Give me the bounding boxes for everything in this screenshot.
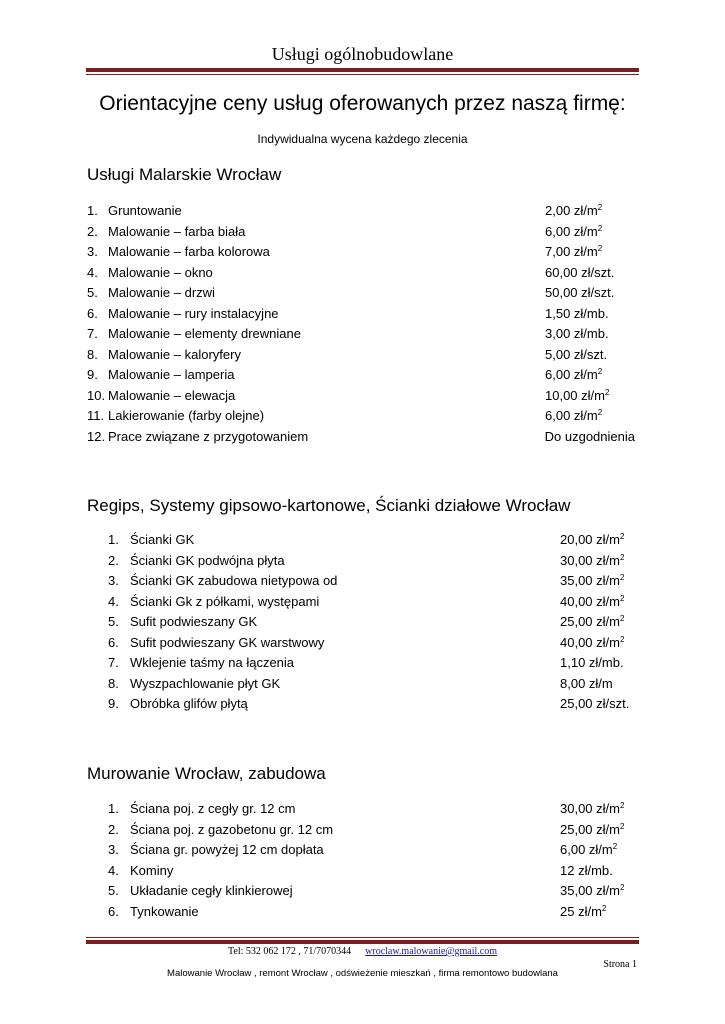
item-price-value: Do uzgodnienia xyxy=(544,428,635,444)
list-item xyxy=(87,386,637,407)
item-name: Malowanie – lamperia xyxy=(108,367,235,382)
item-price-value: 6,00 zł/m xyxy=(545,408,598,423)
list-item xyxy=(108,571,633,592)
list-item xyxy=(87,427,637,448)
item-name: Prace związane z przygotowaniem xyxy=(108,428,309,444)
item-number: 6. xyxy=(87,305,98,321)
section-title-painting: Usługi Malarskie Wrocław xyxy=(87,165,282,184)
item-price-value: 40,00 zł/m xyxy=(560,593,620,609)
item-price xyxy=(545,201,602,222)
footer-phone: Tel: 532 062 172 , 71/7070344 xyxy=(227,946,352,957)
item-price xyxy=(545,427,635,448)
item-price-value: 25,00 zł/szt. xyxy=(560,696,630,711)
item-price-exponent: 2 xyxy=(619,593,625,603)
item-name: Ścianki GK podwójna płyta xyxy=(130,552,285,568)
item-name: Wyszpachlowanie płyt GK xyxy=(130,675,281,691)
item-name: Lakierowanie (farby olejne) xyxy=(108,408,265,423)
item-price-value: 3,00 zł/mb. xyxy=(545,326,609,341)
page-number: Strona 1 xyxy=(603,959,637,970)
item-price-exponent: 2 xyxy=(619,614,625,623)
list-item xyxy=(87,283,637,304)
item-name: Malowanie – farba biała xyxy=(108,223,246,239)
footer-contact xyxy=(0,946,725,957)
footer-rule xyxy=(86,937,639,944)
item-price xyxy=(545,345,607,366)
item-price xyxy=(560,571,624,592)
item-price-exponent: 2 xyxy=(597,408,603,417)
item-price-value: 6,00 zł/m xyxy=(545,367,598,382)
item-price-value: 1,10 zł/mb. xyxy=(560,655,624,670)
list-item xyxy=(87,324,637,345)
item-name: Malowanie – okno xyxy=(108,264,213,280)
item-number: 9. xyxy=(108,696,119,711)
item-name: Obróbka glifów płytą xyxy=(130,696,248,711)
item-name: Malowanie – rury instalacyjne xyxy=(108,305,279,321)
item-price-value: 6,00 zł/m xyxy=(545,223,598,239)
page-title: Orientacyjne ceny usług oferowanych przez naszą firmę: xyxy=(99,92,626,115)
item-number: 8. xyxy=(87,346,98,362)
item-number: 11. xyxy=(87,408,105,423)
item-number: 5. xyxy=(108,614,119,629)
list-item xyxy=(108,653,633,674)
item-number: 3. xyxy=(87,244,98,259)
item-name: Malowanie – elewacja xyxy=(108,387,236,403)
item-price-exponent: 2 xyxy=(597,244,603,253)
item-number: 3. xyxy=(108,573,119,588)
price-list-drywall xyxy=(108,530,633,715)
list-item xyxy=(87,365,637,386)
item-name: Ściana poj. z gazobetonu gr. 12 cm xyxy=(130,821,334,837)
item-price-value: 60,00 zł/szt. xyxy=(545,264,615,280)
item-price xyxy=(545,406,602,427)
item-name: Malowanie – farba kolorowa xyxy=(108,244,270,259)
item-price-exponent: 2 xyxy=(619,573,625,582)
header-rule xyxy=(86,68,639,75)
item-price-value: 35,00 zł/m xyxy=(560,883,620,898)
item-number: 12. xyxy=(87,428,106,444)
list-item xyxy=(108,530,633,551)
item-price-value: 12 zł/mb. xyxy=(560,862,613,878)
item-number: 4. xyxy=(87,264,98,280)
item-price xyxy=(560,653,624,674)
item-price xyxy=(545,304,609,325)
list-item xyxy=(108,592,633,613)
item-number: 10. xyxy=(87,387,106,403)
item-name: Sufit podwieszany GK warstwowy xyxy=(130,634,325,650)
item-price-value: 35,00 zł/m xyxy=(560,573,620,588)
item-price xyxy=(560,840,617,861)
item-price xyxy=(560,799,624,820)
item-price-value: 25,00 zł/m xyxy=(560,614,620,629)
item-price xyxy=(560,820,624,841)
list-item xyxy=(108,551,633,572)
page-header: Usługi ogólnobudowlane xyxy=(271,44,454,64)
item-name: Malowanie – drzwi xyxy=(108,285,215,300)
item-price xyxy=(545,324,609,345)
list-item xyxy=(87,242,637,263)
item-price xyxy=(560,861,613,882)
list-item xyxy=(108,674,633,695)
item-number: 2. xyxy=(108,821,119,837)
list-item xyxy=(108,799,633,820)
item-price-exponent: 2 xyxy=(619,801,625,810)
item-price-value: 30,00 zł/m xyxy=(560,552,620,568)
item-name: Ściana gr. powyżej 12 cm dopłata xyxy=(130,842,324,857)
list-item xyxy=(87,406,637,427)
item-number: 2. xyxy=(108,552,119,568)
item-name: Układanie cegły klinkierowej xyxy=(130,883,293,898)
item-name: Wklejenie taśmy na łączenia xyxy=(130,655,295,670)
item-price-exponent: 2 xyxy=(619,532,625,541)
list-item xyxy=(108,861,633,882)
item-name: Ścianki GK zabudowa nietypowa od xyxy=(130,573,338,588)
item-price-value: 25 zł/m xyxy=(560,903,602,919)
footer-email-link[interactable]: wroclaw.malowanie@gmail.com xyxy=(365,946,498,957)
list-item xyxy=(87,222,637,243)
item-name: Ścianki Gk z półkami, występami xyxy=(130,593,320,609)
item-name: Malowanie – elementy drewniane xyxy=(108,326,301,341)
item-number: 4. xyxy=(108,593,119,609)
item-number: 8. xyxy=(108,675,119,691)
list-item xyxy=(108,612,633,633)
list-item xyxy=(87,201,637,222)
item-price xyxy=(560,694,629,715)
item-number: 2. xyxy=(87,223,98,239)
item-price-value: 2,00 zł/m xyxy=(545,203,598,218)
list-item xyxy=(108,633,633,654)
item-price-value: 30,00 zł/m xyxy=(560,801,620,816)
item-number: 1. xyxy=(108,801,119,816)
item-price-value: 40,00 zł/m xyxy=(560,634,620,650)
item-price-value: 6,00 zł/m xyxy=(560,842,613,857)
item-price xyxy=(560,530,624,551)
item-name: Sufit podwieszany GK xyxy=(130,614,258,629)
item-price-value: 50,00 zł/szt. xyxy=(545,285,615,300)
footer-note: Malowanie Wrocław , remont Wrocław , odświeżenie mieszkań , firma remontowo budowlana xyxy=(167,968,558,979)
item-price-exponent: 2 xyxy=(612,842,618,851)
item-price xyxy=(560,902,606,923)
item-price-exponent: 2 xyxy=(601,903,607,913)
item-number: 7. xyxy=(87,326,98,341)
item-price xyxy=(560,633,624,654)
item-number: 3. xyxy=(108,842,119,857)
list-item xyxy=(87,345,637,366)
item-name: Kominy xyxy=(130,862,174,878)
item-price-exponent: 2 xyxy=(619,821,625,831)
item-price xyxy=(545,222,602,243)
section-title-drywall: Regips, Systemy gipsowo-kartonowe, Ścianki działowe Wrocław xyxy=(87,496,571,515)
item-price xyxy=(545,242,602,263)
item-price xyxy=(560,612,624,633)
item-number: 4. xyxy=(108,862,119,878)
item-price xyxy=(560,881,624,902)
item-price-exponent: 2 xyxy=(597,367,603,376)
item-name: Ściana poj. z cegły gr. 12 cm xyxy=(130,801,296,816)
item-price-value: 25,00 zł/m xyxy=(560,821,620,837)
item-number: 5. xyxy=(108,883,119,898)
list-item xyxy=(108,902,633,923)
item-price-exponent: 2 xyxy=(597,223,603,233)
item-price xyxy=(545,283,614,304)
price-list-painting xyxy=(87,201,637,447)
item-price-exponent: 2 xyxy=(604,387,610,397)
list-item xyxy=(108,820,633,841)
price-list-masonry xyxy=(108,799,633,922)
list-item xyxy=(108,840,633,861)
item-price-value: 1,50 zł/mb. xyxy=(545,305,609,321)
item-number: 9. xyxy=(87,367,98,382)
item-number: 1. xyxy=(87,203,98,218)
item-price-exponent: 2 xyxy=(619,552,625,562)
item-price xyxy=(545,386,609,407)
item-price xyxy=(545,263,614,284)
item-name: Tynkowanie xyxy=(130,903,199,919)
list-item xyxy=(87,263,637,284)
section-title-masonry: Murowanie Wrocław, zabudowa xyxy=(87,764,326,783)
item-price-exponent: 2 xyxy=(597,203,603,212)
list-item xyxy=(87,304,637,325)
item-name: Ścianki GK xyxy=(130,532,195,547)
item-name: Gruntowanie xyxy=(108,203,182,218)
item-price-value: 20,00 zł/m xyxy=(560,532,620,547)
item-number: 5. xyxy=(87,285,98,300)
item-price xyxy=(545,365,602,386)
item-number: 7. xyxy=(108,655,119,670)
item-price-exponent: 2 xyxy=(619,883,625,892)
page-subtitle: Indywidualna wycena każdego zlecenia xyxy=(257,132,468,146)
item-price-value: 8,00 zł/m xyxy=(560,675,613,691)
list-item xyxy=(108,881,633,902)
item-price xyxy=(560,674,613,695)
item-price-value: 5,00 zł/szt. xyxy=(545,346,608,362)
item-number: 6. xyxy=(108,634,119,650)
item-price-value: 10,00 zł/m xyxy=(545,387,605,403)
item-price-exponent: 2 xyxy=(619,634,625,644)
item-number: 6. xyxy=(108,903,119,919)
item-price xyxy=(560,592,624,613)
item-name: Malowanie – kaloryfery xyxy=(108,346,241,362)
list-item xyxy=(108,694,633,715)
item-price-value: 7,00 zł/m xyxy=(545,244,598,259)
item-number: 1. xyxy=(108,532,119,547)
item-price xyxy=(560,551,624,572)
